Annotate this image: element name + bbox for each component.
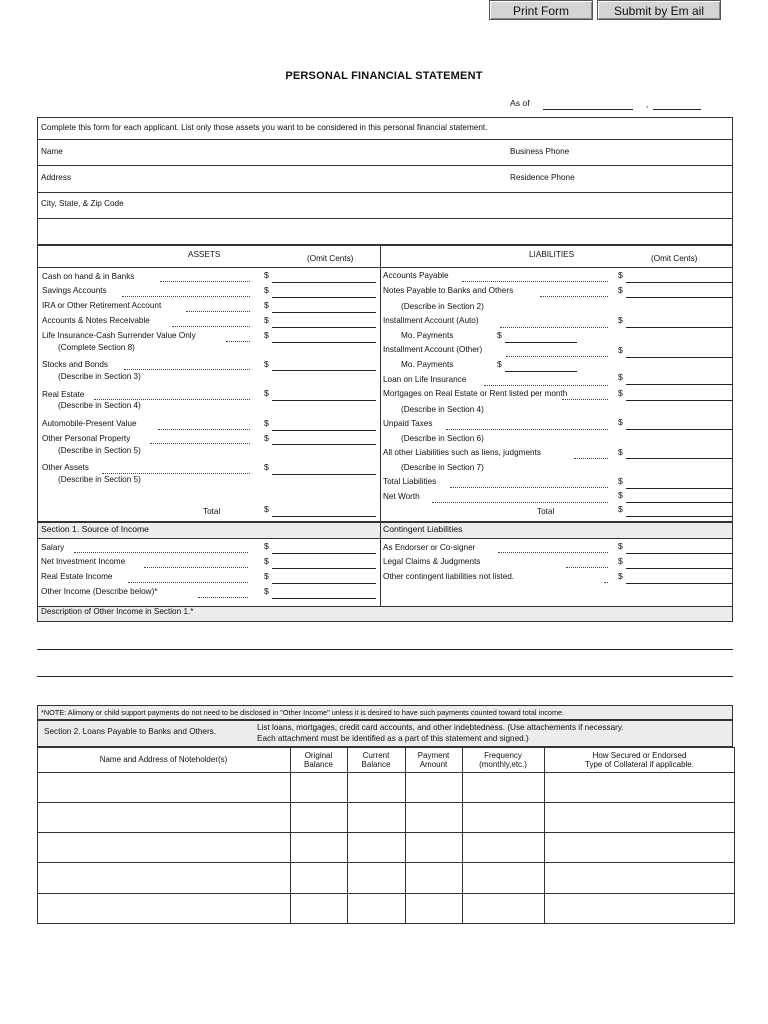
contingent-label: As Endorser or Co-signer [383,543,476,552]
residence-phone-label: Residence Phone [510,173,575,182]
liability-amount-field[interactable] [626,384,732,385]
city-state-zip-label: City, State, & Zip Code [41,199,124,208]
liability-label: All other Liabilities such as liens, judgments [383,448,541,457]
liabilities-omit-cents: (Omit Cents) [651,254,698,263]
as-of-year-field[interactable] [653,109,701,110]
assets-header: ASSETS [188,250,221,259]
asset-label: Stocks and Bonds [42,360,108,369]
dollar-sign: $ [618,571,623,581]
description-line[interactable] [37,676,733,677]
asset-amount-field[interactable] [272,327,376,328]
liability-amount-field[interactable] [626,488,732,489]
liability-label: Installment Account (Auto) [383,316,479,325]
income-label: Real Estate Income [41,572,113,581]
liability-note: (Describe in Section 4) [401,405,484,414]
dollar-sign: $ [264,359,269,369]
dollar-sign: $ [618,541,623,551]
dollar-sign: $ [264,300,269,310]
asset-amount-field[interactable] [272,400,376,401]
dollar-sign: $ [264,285,269,295]
liability-amount-field[interactable] [626,327,732,328]
asset-label: Cash on hand & in Banks [42,272,135,281]
asset-label: Other Assets [42,463,89,472]
dollar-sign: $ [618,504,623,514]
liability-sub-label: Mo. Payments [401,331,454,340]
col-header-collateral: How Secured or Endorsed Type of Collateral if applicable. [585,751,694,769]
asset-note: (Describe in Section 5) [58,475,141,484]
as-of-separator: , [646,99,649,109]
dollar-sign: $ [264,571,269,581]
dollar-sign: $ [618,285,623,295]
dollar-sign: $ [618,315,623,325]
income-label: Net Investment Income [41,557,126,566]
asset-label: Real Estate [42,390,85,399]
liability-label: Installment Account (Other) [383,345,483,354]
liability-label: Loan on Life Insurance [383,375,467,384]
contingent-amount-field[interactable] [626,568,732,569]
mo-payment-field[interactable] [505,342,577,343]
table-row [37,893,735,894]
liability-amount-field[interactable] [626,297,732,298]
description-line[interactable] [37,649,733,650]
liability-label: Unpaid Taxes [383,419,433,428]
as-of-label: As of [510,98,530,108]
dollar-sign: $ [264,541,269,551]
dollar-sign: $ [618,447,623,457]
section2-desc-line2: Each attachment must be identified as a part of this statement and signed.) [257,734,529,743]
dollar-sign: $ [264,556,269,566]
asset-amount-field[interactable] [272,444,376,445]
liabilities-header: LIABILITIES [529,250,575,259]
col-header-noteholder: Name and Address of Noteholder(s) [99,755,228,764]
address-label: Address [41,173,72,182]
dollar-sign: $ [264,315,269,325]
asset-note: (Describe in Section 3) [58,372,141,381]
dollar-sign: $ [618,388,623,398]
liability-label: Total Liabilities [383,477,437,486]
asset-amount-field[interactable] [272,342,376,343]
asset-amount-field[interactable] [272,282,376,283]
dollar-sign: $ [264,330,269,340]
section1-title: Section 1. Source of Income [41,524,149,534]
income-label: Salary [41,543,65,552]
dollar-sign: $ [618,417,623,427]
submit-by-email-button[interactable]: Submit by Em ail [597,0,721,20]
instructions-text: Complete this form for each applicant. List only those assets you want to be considered in this personal financial statement. [41,123,488,132]
liabilities-total-label: Total [537,507,555,516]
dollar-sign: $ [618,476,623,486]
col-header-current: Current Balance [361,751,391,769]
table-row [37,832,735,833]
income-label: Other Income (Describe below)* [41,587,158,596]
asset-note: (Describe in Section 4) [58,401,141,410]
dollar-sign: $ [497,359,502,369]
contingent-amount-field[interactable] [626,583,732,584]
income-amount-field[interactable] [272,583,376,584]
assets-total-label: Total [203,507,221,516]
asset-label: Automobile-Present Value [42,419,137,428]
contingent-label: Legal Claims & Judgments [383,557,481,566]
col-header-frequency: Frequency (monthly,etc.) [479,751,527,769]
liability-amount-field[interactable] [626,458,732,459]
asset-label: Accounts & Notes Receivable [42,316,150,325]
liability-note: (Describe in Section 2) [401,302,484,311]
dollar-sign: $ [264,586,269,596]
dollar-sign: $ [264,462,269,472]
liability-sub-label: Mo. Payments [401,360,454,369]
liability-note: (Describe in Section 6) [401,434,484,443]
col-header-original: Original Balance [304,751,333,769]
asset-amount-field[interactable] [272,430,376,431]
business-phone-label: Business Phone [510,147,570,156]
contingent-label: Other contingent liabilities not listed. [383,572,515,581]
dollar-sign: $ [264,418,269,428]
liability-amount-field[interactable] [626,429,732,430]
assets-total-field[interactable] [272,516,376,517]
asset-note: (Complete Section 8) [58,343,135,352]
print-form-button[interactable]: Print Form [489,0,593,20]
liability-amount-field[interactable] [626,400,732,401]
liability-amount-field[interactable] [626,282,732,283]
dollar-sign: $ [618,345,623,355]
dollar-sign: $ [497,330,502,340]
dollar-sign: $ [618,270,623,280]
asset-amount-field[interactable] [272,297,376,298]
liabilities-total-field[interactable] [626,516,732,517]
asset-label: IRA or Other Retirement Account [42,301,162,310]
page-title: PERSONAL FINANCIAL STATEMENT [285,70,483,82]
applicant-info-box [37,117,733,245]
dollar-sign: $ [264,433,269,443]
asset-note: (Describe in Section 5) [58,446,141,455]
asset-label: Savings Accounts [42,286,107,295]
liability-label: Notes Payable to Banks and Others [383,286,514,295]
dollar-sign: $ [618,556,623,566]
liability-label: Accounts Payable [383,271,449,280]
liability-amount-field[interactable] [626,357,732,358]
net-worth-field[interactable] [626,502,732,503]
income-amount-field[interactable] [272,568,376,569]
contingent-title: Contingent Liabilities [383,524,463,534]
liability-label: Mortgages on Real Estate or Rent listed per month [383,389,568,398]
dollar-sign: $ [618,372,623,382]
section2-desc-line1: List loans, mortgages, credit card accounts, and other indebtedness. (Use attachements if necessary. [257,723,624,732]
dollar-sign: $ [264,504,269,514]
loans-table-border [37,747,735,924]
contingent-amount-field[interactable] [626,553,732,554]
asset-amount-field[interactable] [272,474,376,475]
asset-amount-field[interactable] [272,312,376,313]
table-row [37,862,735,863]
other-income-description-label: Description of Other Income in Section 1.* [41,607,194,616]
asset-label: Other Personal Property [42,434,131,443]
mo-payment-field[interactable] [505,371,577,372]
liability-note: (Describe in Section 7) [401,463,484,472]
assets-omit-cents: (Omit Cents) [307,254,354,263]
table-row [37,802,735,803]
name-label: Name [41,147,63,156]
dollar-sign: $ [264,270,269,280]
income-amount-field[interactable] [272,553,376,554]
note-text: *NOTE: Alimony or child support payments do not need to be disclosed in "Other Income" unless it is desired to have such payments counted toward total income. [41,708,565,717]
col-header-payment: Payment Amount [417,751,450,769]
income-amount-field[interactable] [272,598,376,599]
as-of-date-field[interactable] [543,109,633,110]
liability-label: Net Worth [383,492,420,501]
dollar-sign: $ [618,490,623,500]
asset-amount-field[interactable] [272,370,376,371]
dollar-sign: $ [264,388,269,398]
asset-label: Life Insurance-Cash Surrender Value Only [42,331,196,340]
section2-title: Section 2. Loans Payable to Banks and Others. [44,727,217,736]
